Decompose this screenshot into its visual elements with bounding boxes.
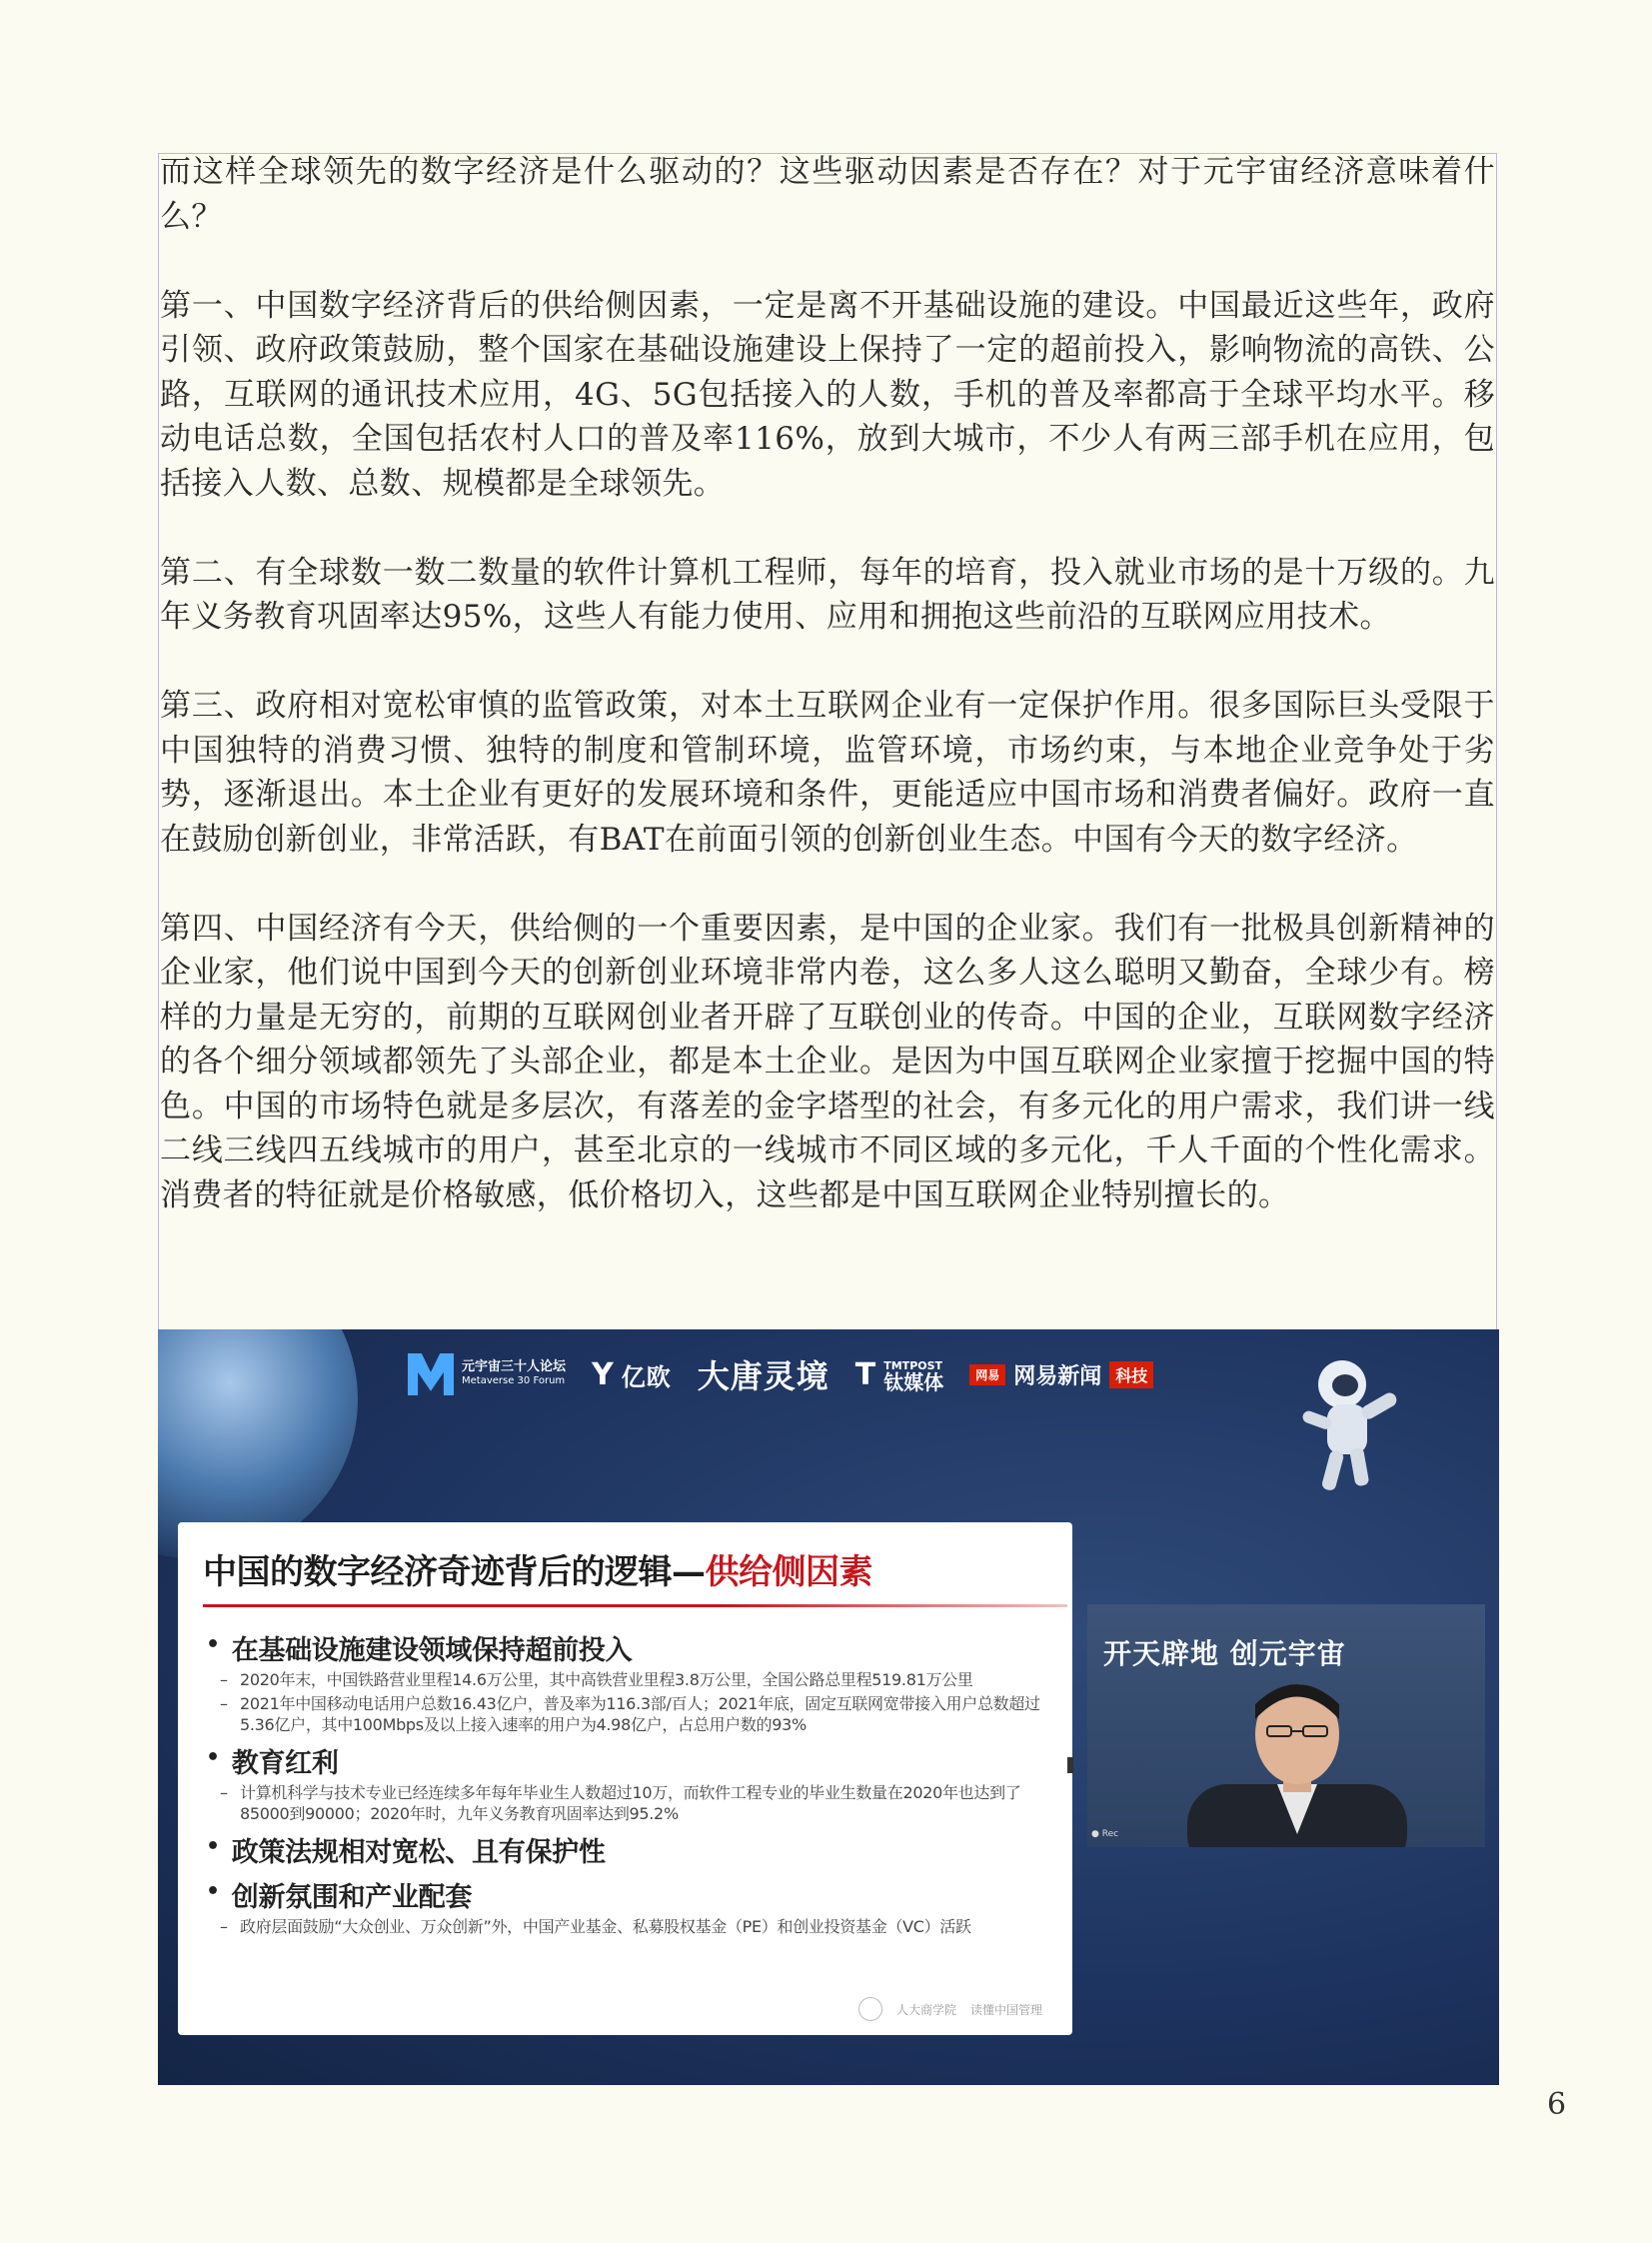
- slide-title: [203, 1544, 872, 1593]
- m-logo-icon: [408, 1353, 454, 1395]
- page-number: 6: [1547, 2087, 1567, 2122]
- school-seal-icon: [858, 1997, 882, 2021]
- bullet-heading: 政策法规相对宽松、且有保护性: [231, 1837, 606, 1868]
- bullet-education: [206, 1741, 1045, 1780]
- metaverse-forum-logo: [408, 1353, 566, 1395]
- article-body: [160, 150, 1495, 1217]
- bullet-heading: 教育红利: [231, 1748, 339, 1779]
- paragraph-fourth: 第四、中国经济有今天，供给侧的一个重要因素，是中国的企业家。我们有一批极具创新精神的企业家，他们说中国到今天的创新创业环境非常内卷，这么多人这么聪明又勤奋，全球少有。榜样的力量是无穷的，前期的互联网创业者开辟了互联创业的传奇。中国的企业，互联网数字经济的各个细分领域都领先了头部企业，都是本土企业。是因为中国互联网企业家擅于挖掘中国的特色。中国的市场特色就是多层次，有落差的金字塔型的社会，有多元化的用户需求，我们讲一线二线三线四五线城市的用户，甚至北京的一线城市不同区域的多元化，千人千面的个性化需求。消费者的特征就是价格敏感，低价格切入，这些都是中国互联网企业特别擅长的。: [160, 910, 1495, 1213]
- bullet-infrastructure: [206, 1628, 1045, 1667]
- bullet-heading: 创新氛围和产业配套: [231, 1882, 473, 1913]
- sub-item: – 2021年中国移动电话用户总数16.43亿户，普及率为116.3部/百人；2021年底，固定互联网宽带接入用户总数超过5.36亿户，其中100Mbps及以上接入速率的用户为4.98亿户，占总用户数的93%: [220, 1694, 1040, 1734]
- title-underline: [203, 1604, 1067, 1607]
- bullet-dot-icon: •: [206, 1879, 220, 1904]
- yiou-name: 亿欧: [621, 1362, 672, 1391]
- bullet-policy: [206, 1830, 1045, 1869]
- yiou-logo: [592, 1357, 672, 1392]
- paragraph-first: 第一、中国数字经济背后的供给侧因素，一定是离不开基础设施的建设。中国最近这些年，政府引领、政府政策鼓励，整个国家在基础设施建设上保持了一定的超前投入，影响物流的高铁、公路，互联网的通讯技术应用，4G、5G包括接入的人数，手机的普及率都高于全球平均水平。移动电话总数，全国包括农村人口的普及率116%，放到大城市，不少人有两三部手机在应用，包括接入人数、总数、规模都是全球领先。: [160, 287, 1495, 502]
- astronaut-icon: [1297, 1349, 1407, 1499]
- tmtpost-logo: [855, 1357, 943, 1392]
- slide-card: [178, 1522, 1072, 2035]
- footer-school: 人大商学院: [895, 2002, 956, 2017]
- speaker-figure-icon: [1167, 1664, 1427, 1847]
- forum-name-cn: 元宇宙三十人论坛: [462, 1359, 567, 1374]
- paragraph-third: 第三、政府相对宽松审慎的监管政策，对本土互联网企业有一定保护作用。很多国际巨头受限于中国独特的消费习惯、独特的制度和管制环境，监管环境，市场约束，与本地企业竞争处于劣势，逐渐退出。本土企业有更好的发展环境和条件，更能适应中国市场和消费者偏好。政府一直在鼓励创新创业，非常活跃，有BAT在前面引领的创新创业生态。中国有今天的数字经济。: [160, 688, 1495, 858]
- paragraph-second: 第二、有全球数一数二数量的软件计算机工程师，每年的培育，投入就业市场的是十万级的。九年义务教育巩固率达95%，这些人有能力使用、应用和拥抱这些前沿的互联网应用技术。: [160, 554, 1495, 635]
- sub-item: – 政府层面鼓励“大众创业、万众创新”外，中国产业基金、私募股权基金（PE）和创业投资基金（VC）活跃: [220, 1917, 971, 1936]
- slide-screenshot: [158, 1329, 1499, 2085]
- netease-news: 网易新闻: [1013, 1363, 1102, 1389]
- slide-scroll-handle: [1067, 1757, 1073, 1773]
- bullet-heading: 在基础设施建设领域保持超前投入: [231, 1635, 633, 1666]
- slide-title-accent: 供给侧因素: [705, 1552, 872, 1592]
- netease-logo: [969, 1359, 1153, 1390]
- netease-badge: 网易: [969, 1364, 1005, 1385]
- sponsor-logos: [408, 1349, 1387, 1399]
- netease-tech: 科技: [1109, 1361, 1153, 1388]
- y-logo-icon: Y: [592, 1356, 614, 1392]
- bullet-dot-icon: •: [206, 1632, 220, 1657]
- tmtpost-cn: 钛媒体: [883, 1370, 944, 1394]
- sub-item: – 2020年末，中国铁路营业里程14.6万公里，其中高铁营业里程3.8万公里，全国公路总里程519.81万公里: [220, 1670, 973, 1689]
- datang-name: 大唐灵境: [697, 1357, 829, 1395]
- bullet-innovation: [206, 1875, 1045, 1914]
- slide-bullets: [206, 1622, 1045, 1940]
- slide-footer: [858, 1997, 1042, 2021]
- slide-title-main: 中国的数字经济奇迹背后的逻辑—: [203, 1552, 706, 1592]
- bullet-dot-icon: •: [206, 1834, 220, 1859]
- video-tag: ● Rec: [1091, 1829, 1119, 1839]
- forum-name-en: Metaverse 30 Forum: [462, 1375, 566, 1386]
- paragraph-intro: 而这样全球领先的数字经济是什么驱动的？这些驱动因素是否存在？对于元宇宙经济意味着什么？: [160, 154, 1495, 235]
- footer-tag: 读懂中国管理: [969, 2002, 1042, 2017]
- bullet-dot-icon: •: [206, 1745, 220, 1770]
- tmtpost-en: TMTPOST: [883, 1359, 943, 1372]
- t-logo-icon: T: [854, 1356, 876, 1392]
- video-caption: 开天辟地 创元宇宙: [1103, 1637, 1346, 1670]
- speaker-video: [1087, 1604, 1485, 1847]
- sub-item: – 计算机科学与技术专业已经连续多年每年毕业生人数超过10万，而软件工程专业的毕业生数量在2020年也达到了85000到90000；2020年时，九年义务教育巩固率达到95.2%: [220, 1783, 1021, 1823]
- datang-logo: [698, 1351, 829, 1397]
